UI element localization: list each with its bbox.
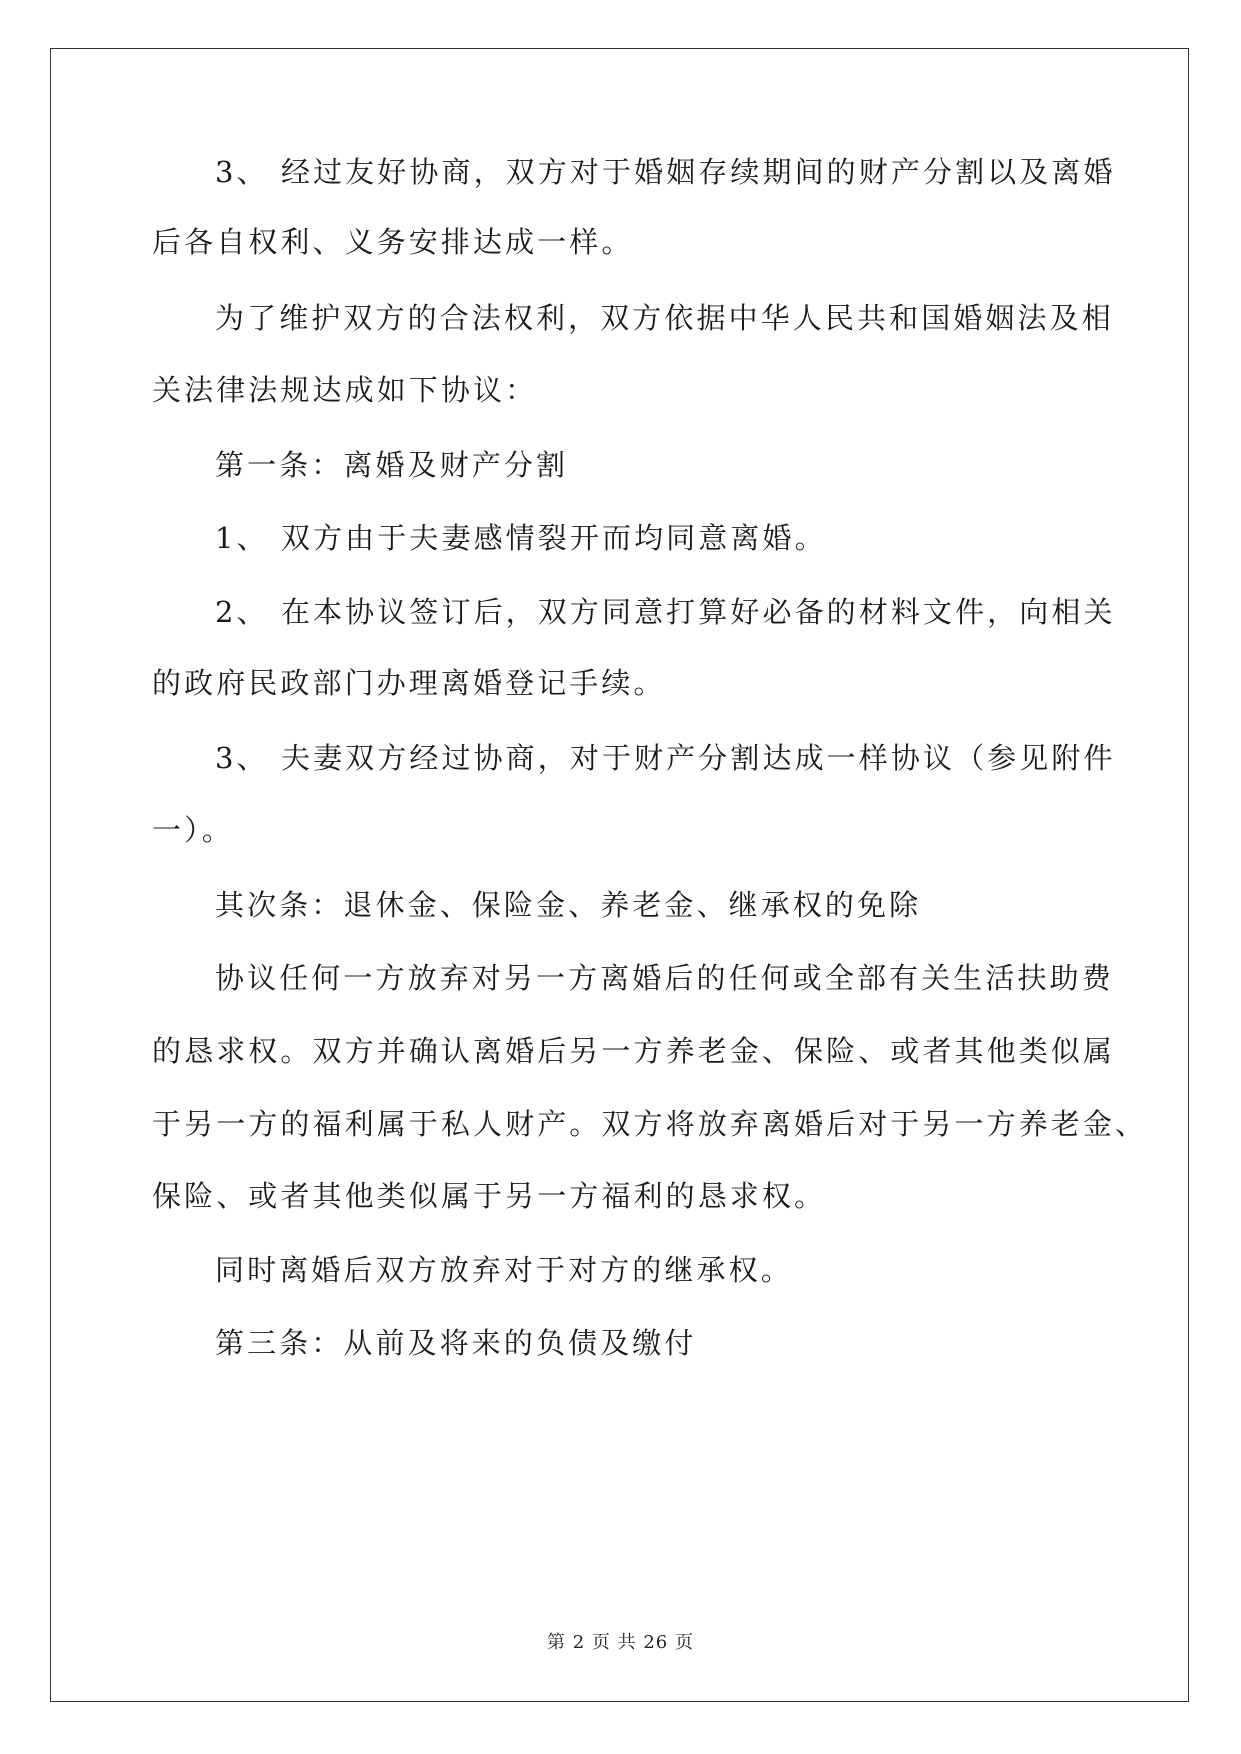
text-line: 于另一方的福利属于私人财产。双方将放弃离婚后对于另一方养老金、 <box>152 1107 1148 1141</box>
text-line: 同时离婚后双方放弃对于对方的继承权。 <box>215 1253 793 1287</box>
text-line: 后各自权利、义务安排达成一样。 <box>152 225 634 259</box>
page-footer: 第 2 页 共 26 页 <box>547 1632 694 1653</box>
text-line: 为了维护双方的合法权利，双方依据中华人民共和国婚姻法及相 <box>215 301 1114 335</box>
text-line: 一）。 <box>152 813 234 847</box>
text-line: 3、 经过友好协商，双方对于婚姻存续期间的财产分割以及离婚 <box>215 155 1116 189</box>
text-line: 的政府民政部门办理离婚登记手续。 <box>152 666 666 700</box>
text-line: 1、 双方由于夫妻感情裂开而均同意离婚。 <box>215 521 827 555</box>
text-line: 保险、或者其他类似属于另一方福利的恳求权。 <box>152 1179 827 1213</box>
section-heading: 第三条：从前及将来的负债及缴付 <box>215 1326 697 1360</box>
text-line: 3、 夫妻双方经过协商，对于财产分割达成一样协议（参见附件 <box>215 741 1116 775</box>
section-heading: 第一条：离婚及财产分割 <box>215 448 569 482</box>
text-line: 协议任何一方放弃对另一方离婚后的任何或全部有关生活扶助费 <box>215 961 1114 995</box>
text-line: 关法律法规达成如下协议： <box>152 373 538 407</box>
text-line: 的恳求权。双方并确认离婚后另一方养老金、保险、或者其他类似属 <box>152 1034 1116 1068</box>
text-line: 2、 在本协议签订后，双方同意打算好必备的材料文件，向相关 <box>215 595 1116 629</box>
page-border <box>50 48 1189 1702</box>
section-heading: 其次条：退休金、保险金、养老金、继承权的免除 <box>215 888 922 922</box>
